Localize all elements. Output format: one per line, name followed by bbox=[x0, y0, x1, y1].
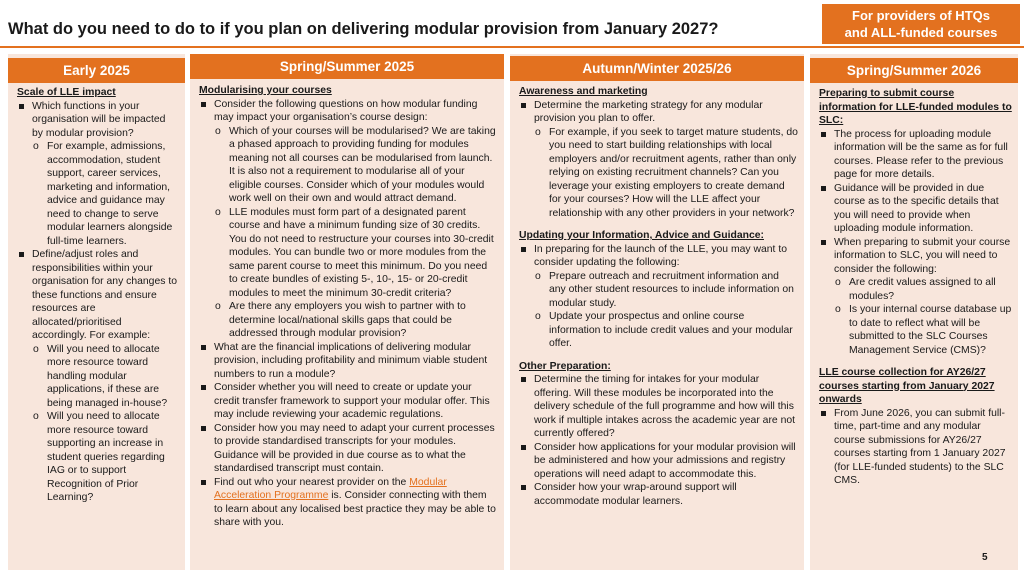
sub-list-item: o Update your prospectus and online course information to include credit values and your modular offer. bbox=[534, 310, 798, 351]
column-body bbox=[510, 81, 804, 508]
column-body bbox=[190, 79, 504, 530]
list-item: From June 2026, you can submit full-time, part-time and any modular course submissions for AY26/27 courses starting from 1 January 2027 (for LLE-funded students) to the SLC CMS. bbox=[819, 407, 1012, 488]
column-spring-summer-2026 bbox=[810, 54, 1018, 570]
column-heading: Spring/Summer 2025 bbox=[190, 54, 504, 79]
badge-line-2: and ALL-funded courses bbox=[844, 25, 998, 40]
list-item: Determine the timing for intakes for your modular offering. Will these modules be incorporated into the delivery schedule of the full programme and how will this work if multiple intakes across the academic year are not currently offered? bbox=[519, 373, 798, 441]
column-body bbox=[810, 83, 1018, 488]
list-item: Find out who your nearest provider on the Modular Acceleration Programme is. Consider connecting with them to learn about any localised best practice they may be able to share with you. bbox=[199, 476, 498, 530]
page-number: 5 bbox=[982, 552, 988, 563]
sub-list-item: o For example, if you seek to target mature students, do you need to start building relationships with local employers and/or recruitment agents, rather than only relying on existing recruitment channels? Can you leverage your existing employers to create demand for your courses? How will the LLE affect your relationship with any other providers in your network? bbox=[534, 126, 798, 221]
list-item: Consider how you may need to adapt your current processes to provide standardised transcripts for your modules. Guidance will be provided in due course as to what the standardised transcript must contain. bbox=[199, 422, 498, 476]
section-heading: Preparing to submit course information for LLE-funded modules to SLC: bbox=[819, 88, 1012, 126]
list-item: Define/adjust roles and responsibilities within your organisation for any changes to these functions and ensure resources are allocated/prioritised accordingly. For example: o Will you need to allocate more resource toward handling modular applications, if these are being managed in-house? o Will you need to allocate more resource toward supporting an increase in student queries regarding IAG or to support Recognition of Prior Learning? bbox=[17, 248, 179, 505]
column-heading: Autumn/Winter 2025/26 bbox=[510, 56, 804, 81]
sub-list-item: o Prepare outreach and recruitment information and any other student resources to include information on modular study. bbox=[534, 270, 798, 311]
sub-list-item: o LLE modules must form part of a designated parent course and have a minimum funding size of 30 credits. You do not need to restructure your courses into 30-credit modules. You can bundle two or more modules from the same parent course to meet this minimum. Do you need to create bundles of existing 5-, 10-, 15- or 20-credit modules to meet the minimum 30-credit criteria? bbox=[214, 206, 498, 301]
header-divider bbox=[0, 46, 1024, 48]
page-title: What do you need to do to if you plan on delivering modular provision from January 2027? bbox=[8, 20, 719, 38]
bullet-list bbox=[17, 100, 179, 505]
column-early-2025 bbox=[8, 54, 185, 570]
modular-acceleration-programme-link[interactable]: Modular Acceleration Programme bbox=[214, 476, 447, 501]
column-heading: Spring/Summer 2026 bbox=[810, 58, 1018, 83]
section-heading: Modularising your courses bbox=[199, 85, 332, 96]
list-item: Consider whether you will need to create or update your credit transfer framework to support your modular offer. This may include reviewing your academic regulations. bbox=[199, 381, 498, 422]
list-item: Consider how your wrap-around support will accommodate modular learners. bbox=[519, 481, 798, 508]
sub-list-item: o Are credit values assigned to all modules? bbox=[834, 276, 1012, 303]
bullet-list bbox=[519, 99, 798, 221]
sub-list-item: o Which of your courses will be modularised? We are taking a phased approach to providing funding for modules meaning not all courses can be modularised from launch. It is also not a requirement to modularise all of your eligible courses. Consider which of your modules would work well on their own and would attract demand. bbox=[214, 125, 498, 206]
list-item: Which functions in your organisation will be impacted by modular provision? o For example, admissions, accommodation, student support, career services, marketing and information, advice and guidance may need to change to serve modular learners alongside full-time learners. bbox=[17, 100, 179, 249]
bullet-list bbox=[819, 128, 1012, 358]
list-item: Consider the following questions on how modular funding may impact your organisation’s course design: o Which of your courses will be modularised? We are taking a phased approach to providing funding for modules meaning not all courses can be modularised from launch. It is also not a requirement to modularise all of your eligible courses. Consider which of your modules would work well on their own and would attract demand. o LLE modules must form part of a designated parent course and have a minimum funding size of 30 credits. You do not need to restructure your courses into 30-credit modules. You can bundle two or more modules from the same parent course to meet this minimum. Do you need to create bundles of existing 5-, 10-, 15- or 20-credit modules to meet the minimum 30-credit criteria? o Are there any employers you wish to partner with to determine local/national skills gaps that could be addressed through modular provision? bbox=[199, 98, 498, 341]
column-autumn-winter-2025 bbox=[510, 54, 804, 570]
list-item: Consider how applications for your modular provision will be administered and how your admissions and registry operations will need adapt to accommodate this. bbox=[519, 441, 798, 482]
bullet-list bbox=[519, 373, 798, 508]
sub-list-item: o Will you need to allocate more resource toward supporting an increase in student queries regarding IAG or to support Recognition of Prior Learning? bbox=[32, 410, 179, 505]
sub-list-item: o Is your internal course database up to date to reflect what will be submitted to the SLC Courses Management Service (CMS)? bbox=[834, 303, 1012, 357]
column-heading: Early 2025 bbox=[8, 58, 185, 83]
badge-line-1: For providers of HTQs bbox=[852, 8, 990, 23]
bullet-list bbox=[819, 407, 1012, 488]
sub-list-item: o Are there any employers you wish to partner with to determine local/national skills gaps that could be addressed through modular provision? bbox=[214, 300, 498, 341]
list-item: Guidance will be provided in due course as to the specific details that you will need to provide when uploading module information. bbox=[819, 182, 1012, 236]
bullet-list bbox=[199, 98, 498, 530]
section-heading: LLE course collection for AY26/27 courses starting from January 2027 onwards bbox=[819, 367, 995, 405]
list-item: What are the financial implications of delivering modular provision, including profitability and minimum viable student numbers to run a module? bbox=[199, 341, 498, 382]
sub-list-item: o Will you need to allocate more resource toward handling modular applications, if these are being managed in-house? bbox=[32, 343, 179, 411]
list-item: The process for uploading module information will be the same as for full courses. Please refer to the previous page for more details. bbox=[819, 128, 1012, 182]
audience-badge bbox=[822, 4, 1020, 44]
section-heading: Updating your Information, Advice and Guidance: bbox=[519, 230, 764, 241]
column-body bbox=[8, 83, 185, 505]
list-item: In preparing for the launch of the LLE, you may want to consider updating the following: o Prepare outreach and recruitment information and any other student resources to include information on modular study. o Update your prospectus and online course information to include credit values and your modular offer. bbox=[519, 243, 798, 351]
list-item: When preparing to submit your course information to SLC, you will need to consider the following: o Are credit values assigned to all modules? o Is your internal course database up to date to reflect what will be submitted to the SLC Courses Management Service (CMS)? bbox=[819, 236, 1012, 358]
section-heading: Other Preparation: bbox=[519, 360, 611, 372]
section-heading: Scale of LLE impact bbox=[17, 87, 116, 98]
bullet-list bbox=[519, 243, 798, 351]
list-item: Determine the marketing strategy for any modular provision you plan to offer. o For example, if you seek to target mature students, do you need to start building relationships with local employers and/or recruitment agents, rather than only relying on existing recruitment channels? Can you leverage your existing employers to create demand for your courses? How will the LLE affect your relationship with any other providers in your network? bbox=[519, 99, 798, 221]
column-spring-summer-2025 bbox=[190, 54, 504, 570]
sub-list-item: o For example, admissions, accommodation, student support, career services, marketing and information, advice and guidance may need to change to serve modular learners alongside full-time learners. bbox=[32, 140, 179, 248]
section-heading: Awareness and marketing bbox=[519, 86, 648, 97]
